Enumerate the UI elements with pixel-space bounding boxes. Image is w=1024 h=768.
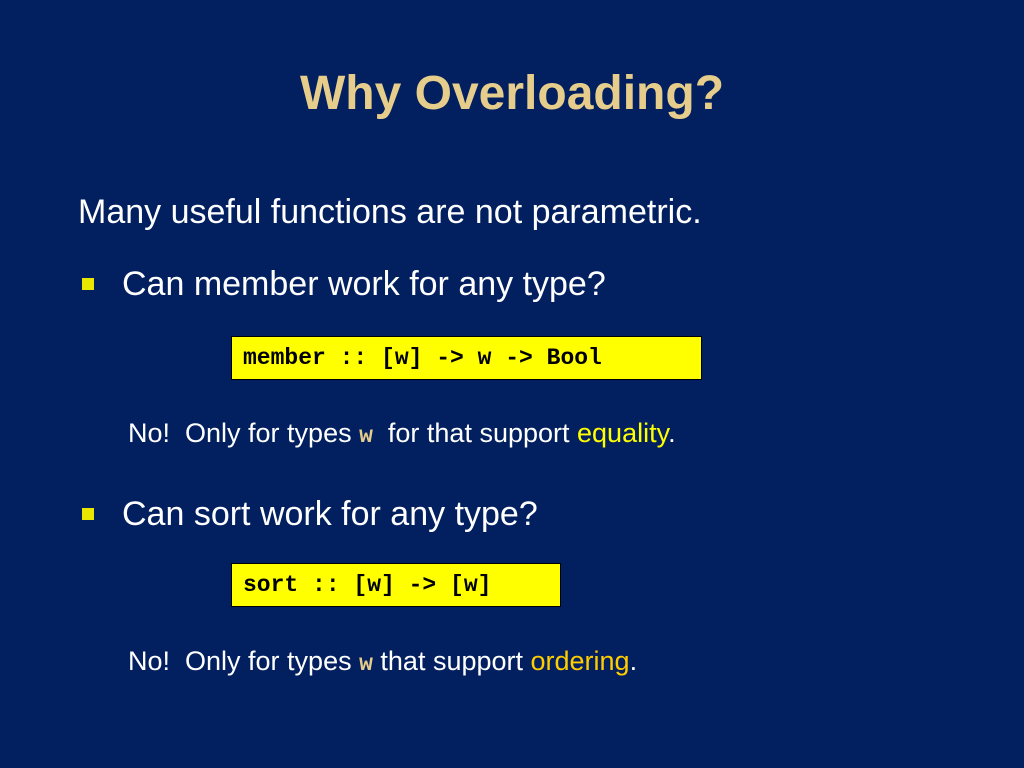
square-bullet-icon [82, 278, 94, 290]
answer-suffix: . [668, 418, 676, 448]
highlight-ordering: ordering [530, 646, 630, 676]
intro-text: Many useful functions are not parametric. [78, 193, 702, 231]
bullet-question: Can sort work for any type? [122, 495, 538, 533]
answer-suffix: . [629, 646, 638, 676]
bullet-question: Can member work for any type? [122, 265, 606, 303]
type-variable: w [359, 423, 373, 449]
code-box-sort-signature [231, 563, 561, 607]
square-bullet-icon [82, 508, 94, 520]
answer-member [128, 416, 676, 453]
code-signature: sort :: [w] -> [w] [243, 572, 492, 598]
code-signature: member :: [w] -> w -> Bool [243, 345, 602, 371]
answer-sort [128, 644, 637, 681]
type-variable: w [359, 651, 373, 677]
code-box-member-signature [231, 336, 702, 380]
answer-middle: that support [372, 646, 531, 676]
answer-middle: for that support [372, 418, 578, 448]
slide-title: Why Overloading? [299, 67, 725, 120]
answer-prefix: No! Only for types [128, 418, 360, 448]
highlight-equality: equality [577, 418, 669, 448]
answer-prefix: No! Only for types [128, 646, 360, 676]
